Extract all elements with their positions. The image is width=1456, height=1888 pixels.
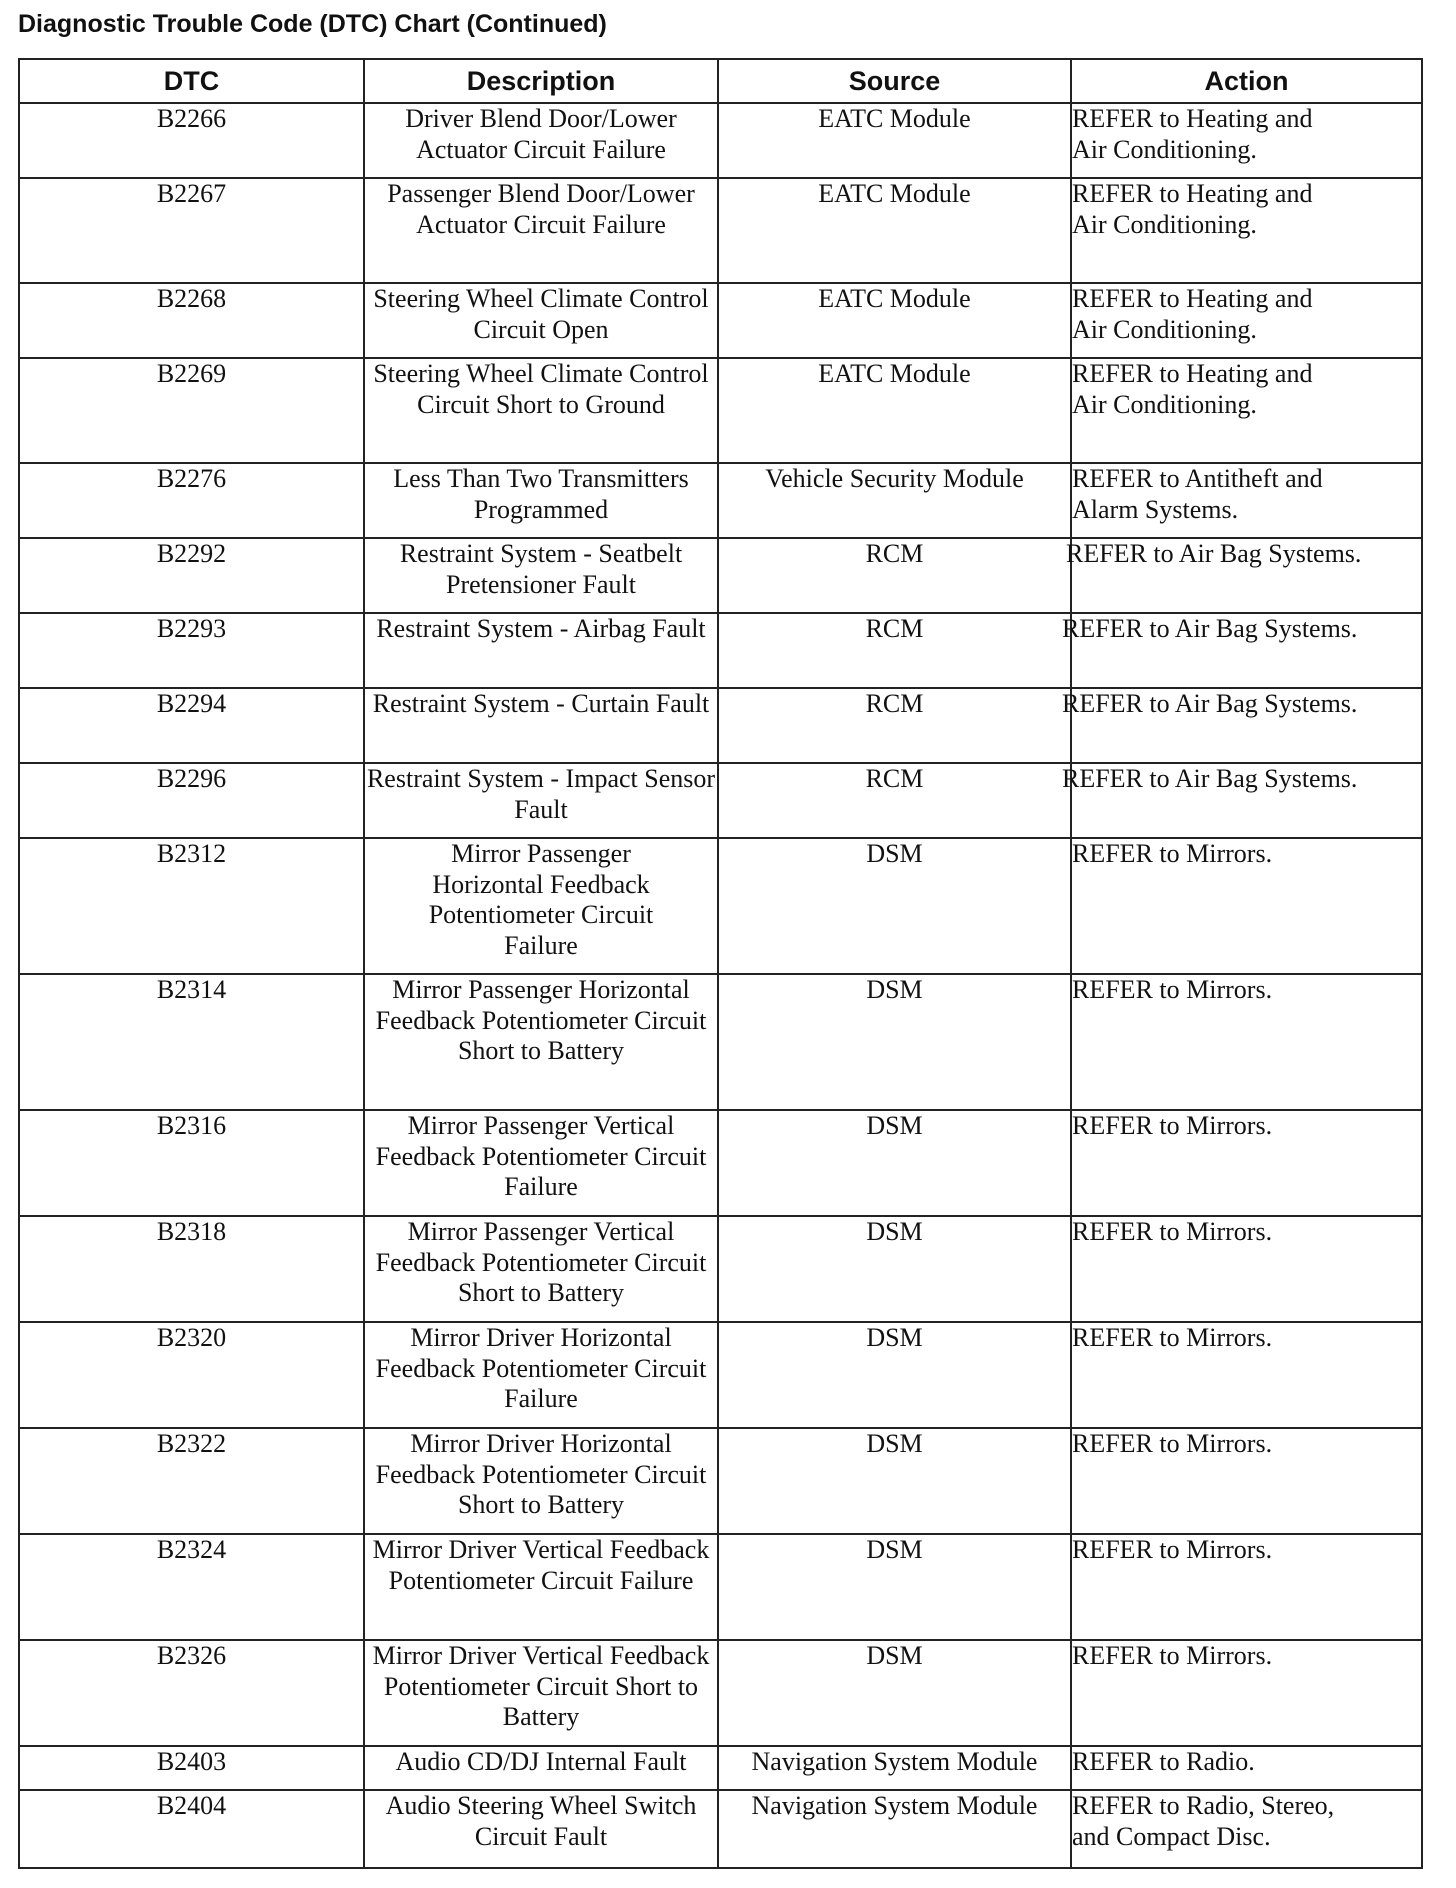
source-cell: EATC Module [718,283,1071,358]
header-description: Description [364,59,718,103]
description-cell: Mirror Driver Horizontal Feedback Potentiometer Circuit Short to Battery [364,1428,718,1534]
header-row [19,59,1422,103]
action-cell [1071,1110,1422,1216]
dtc-cell: B2326 [19,1640,364,1746]
source-cell: Navigation System Module [718,1746,1071,1790]
action-cell [1071,974,1422,1110]
dtc-cell: B2268 [19,283,364,358]
dtc-cell: B2403 [19,1746,364,1790]
action-cell [1071,463,1422,538]
table-row [19,1110,1422,1216]
dtc-cell: B2312 [19,838,364,974]
description-cell: Less Than Two Transmitters Programmed [364,463,718,538]
source-cell: RCM [718,538,1071,613]
description-cell: Driver Blend Door/Lower Actuator Circuit Failure [364,103,718,178]
table-row [19,1746,1422,1790]
action-cell [1071,358,1422,463]
table-row [19,688,1422,763]
description-cell: Restraint System - Seatbelt Pretensioner Fault [364,538,718,613]
dtc-cell: B2314 [19,974,364,1110]
dtc-cell: B2267 [19,178,364,283]
description-cell: Mirror Passenger Vertical Feedback Potentiometer Circuit Short to Battery [364,1216,718,1322]
table-row [19,763,1422,838]
action-text: REFER to Mirrors. [1072,1111,1273,1140]
table-row [19,1322,1422,1428]
dtc-cell: B2322 [19,1428,364,1534]
dtc-cell: B2318 [19,1216,364,1322]
header-source: Source [718,59,1071,103]
source-cell: DSM [718,974,1071,1110]
source-cell: Navigation System Module [718,1790,1071,1868]
description-text: Mirror Passenger Horizontal Feedback Potentiometer Circuit Failure [428,839,654,960]
table-row [19,1428,1422,1534]
dtc-cell: B2266 [19,103,364,178]
table-row [19,1640,1422,1746]
source-cell: DSM [718,1322,1071,1428]
source-cell: EATC Module [718,178,1071,283]
action-cell [1062,763,1422,838]
table-row [19,178,1422,283]
action-cell [1066,538,1422,613]
description-cell: Mirror Driver Vertical Feedback Potentiometer Circuit Short to Battery [364,1640,718,1746]
action-cell [1071,1216,1422,1322]
table-row [19,1216,1422,1322]
description-cell: Steering Wheel Climate Control Circuit Open [364,283,718,358]
action-text: REFER to Heating and Air Conditioning. [1072,104,1313,164]
action-text: REFER to Air Bag Systems. [1062,614,1358,643]
action-text: REFER to Mirrors. [1072,1323,1273,1352]
dtc-cell: B2292 [19,538,364,613]
action-cell [1071,1534,1422,1640]
action-cell [1062,613,1422,688]
description-cell: Audio CD/DJ Internal Fault [364,1746,718,1790]
source-cell: DSM [718,1640,1071,1746]
action-cell [1071,1790,1422,1868]
description-cell: Passenger Blend Door/Lower Actuator Circuit Failure [364,178,718,283]
action-text: REFER to Mirrors. [1072,1535,1273,1564]
description-cell [364,838,718,974]
action-text: REFER to Heating and Air Conditioning. [1072,359,1313,419]
page-title: Diagnostic Trouble Code (DTC) Chart (Continued) [18,10,607,38]
dtc-cell: B2296 [19,763,364,838]
action-text: REFER to Mirrors. [1072,1217,1273,1246]
source-cell: Vehicle Security Module [718,463,1071,538]
description-cell: Restraint System - Impact Sensor Fault [364,763,718,838]
action-text: REFER to Air Bag Systems. [1062,689,1358,718]
source-cell: DSM [718,1216,1071,1322]
action-text: REFER to Mirrors. [1072,1429,1273,1458]
action-cell [1071,1640,1422,1746]
dtc-table [18,58,1423,1869]
dtc-cell: B2404 [19,1790,364,1868]
table-row [19,358,1422,463]
action-cell [1071,1322,1422,1428]
action-text: REFER to Antitheft and Alarm Systems. [1072,464,1323,524]
dtc-cell: B2324 [19,1534,364,1640]
action-text: REFER to Air Bag Systems. [1066,539,1362,568]
dtc-cell: B2269 [19,358,364,463]
description-cell: Mirror Passenger Horizontal Feedback Potentiometer Circuit Short to Battery [364,974,718,1110]
action-cell [1071,283,1422,358]
table-row [19,838,1422,974]
table-row [19,283,1422,358]
description-cell: Mirror Passenger Vertical Feedback Potentiometer Circuit Failure [364,1110,718,1216]
action-cell [1071,103,1422,178]
table-row [19,463,1422,538]
header-dtc: DTC [19,59,364,103]
dtc-cell: B2294 [19,688,364,763]
table-row [19,103,1422,178]
action-cell [1071,1428,1422,1534]
table-row [19,1534,1422,1640]
action-text: REFER to Heating and Air Conditioning. [1072,179,1313,239]
action-text: REFER to Heating and Air Conditioning. [1072,284,1313,344]
source-cell: EATC Module [718,358,1071,463]
dtc-cell: B2316 [19,1110,364,1216]
action-text: REFER to Mirrors. [1072,975,1273,1004]
action-text: REFER to Mirrors. [1072,1641,1273,1670]
source-cell: RCM [718,763,1071,838]
action-cell [1062,688,1422,763]
action-cell [1071,838,1422,974]
dtc-cell: B2320 [19,1322,364,1428]
table-row [19,1790,1422,1868]
action-text: REFER to Mirrors. [1072,839,1273,868]
source-cell: DSM [718,838,1071,974]
description-cell: Steering Wheel Climate Control Circuit Short to Ground [364,358,718,463]
action-cell [1071,178,1422,283]
source-cell: RCM [718,613,1071,688]
dtc-cell: B2276 [19,463,364,538]
action-text: REFER to Radio. [1072,1747,1255,1776]
description-cell: Restraint System - Curtain Fault [364,688,718,763]
description-cell: Mirror Driver Horizontal Feedback Potentiometer Circuit Failure [364,1322,718,1428]
table-row [19,538,1422,613]
source-cell: DSM [718,1428,1071,1534]
source-cell: EATC Module [718,103,1071,178]
description-cell: Audio Steering Wheel Switch Circuit Fault [364,1790,718,1868]
table-row [19,613,1422,688]
source-cell: DSM [718,1110,1071,1216]
description-cell: Mirror Driver Vertical Feedback Potentiometer Circuit Failure [364,1534,718,1640]
source-cell: RCM [718,688,1071,763]
description-cell: Restraint System - Airbag Fault [364,613,718,688]
action-text: REFER to Radio, Stereo, and Compact Disc. [1072,1791,1335,1851]
header-action: Action [1071,59,1422,103]
table-row [19,974,1422,1110]
action-cell [1071,1746,1422,1790]
dtc-cell: B2293 [19,613,364,688]
action-text: REFER to Air Bag Systems. [1062,764,1358,793]
source-cell: DSM [718,1534,1071,1640]
